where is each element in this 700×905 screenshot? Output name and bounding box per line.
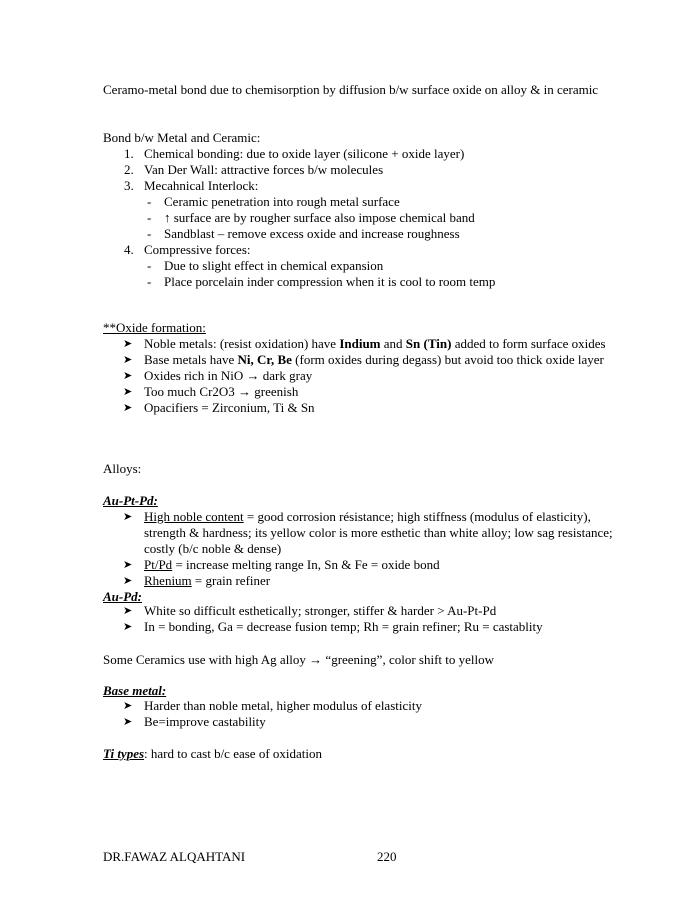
list-item (103, 146, 623, 162)
arrowhead-bullet-icon: ➤ (123, 370, 133, 382)
ti-types-text: : hard to cast b/c ease of oxidation (144, 746, 323, 761)
list-item: ➤ Opacifiers = Zirconium, Ti & Sn (123, 400, 315, 415)
bond-heading: Bond b/w Metal and Ceramic: (103, 130, 261, 145)
base-metal-label: Base metal: (103, 683, 167, 698)
sub-list-item: - Place porcelain inder compression when it is cool to room temp (147, 274, 496, 289)
item-number: 1. (124, 146, 134, 161)
item-number: 2. (124, 162, 134, 177)
oxide-list (103, 336, 623, 416)
item-text: Mecahnical Interlock: (144, 178, 259, 193)
list-item: ➤ Base metals have Ni, Cr, Be (form oxides during degass) but avoid too thick oxide layer (123, 352, 604, 367)
alloys-heading: Alloys: (103, 461, 142, 476)
sub-list-item: - Sandblast – remove excess oxide and increase roughness (147, 226, 460, 241)
item-text: Chemical bonding: due to oxide layer (silicone + oxide layer) (144, 146, 465, 161)
sub-list-item: - Ceramic penetration into rough metal surface (147, 194, 400, 209)
dash-bullet: - (147, 210, 152, 225)
arrowhead-bullet-icon: ➤ (123, 511, 133, 523)
item-text: Van Der Wall: attractive forces b/w molecules (144, 162, 384, 177)
arrowhead-bullet-icon: ➤ (123, 402, 133, 414)
au-pt-pd-label: Au-Pt-Pd: (103, 493, 158, 508)
list-item: ➤ White so difficult esthetically; stronger, stiffer & harder > Au-Pt-Pd (123, 603, 497, 618)
dash-bullet: - (147, 226, 152, 241)
au-pt-pd-list (103, 509, 623, 589)
intro-paragraph: Ceramo-metal bond due to chemisorption by diffusion b/w surface oxide on alloy & in ceramic (103, 82, 599, 97)
ag-alloy-note: Some Ceramics use with high Ag alloy → “greening”, color shift to yellow (103, 652, 495, 667)
arrowhead-bullet-icon: ➤ (123, 338, 133, 350)
dash-bullet: - (147, 258, 152, 273)
arrowhead-bullet-icon: ➤ (123, 700, 133, 712)
sub-list (144, 194, 623, 242)
arrowhead-bullet-icon: ➤ (123, 559, 133, 571)
base-metal-list (103, 698, 623, 730)
list-item: ➤ Noble metals: (resist oxidation) have Indium and Sn (Tin) added to form surface oxides (123, 336, 606, 351)
list-item: ➤ High noble content = good corrosion résistance; high stiffness (modulus of elasticity), strength & hardness; its yellow color is more esthetic than white alloy; low sag resistance; costly (b/c noble & dense) (123, 509, 613, 556)
list-item: ➤ Rhenium = grain refiner (123, 573, 271, 588)
oxide-heading: **Oxide formation: (103, 320, 206, 335)
arrowhead-bullet-icon: ➤ (123, 386, 133, 398)
arrowhead-bullet-icon: ➤ (123, 716, 133, 728)
sub-list (144, 258, 623, 290)
item-text: Compressive forces: (144, 242, 251, 257)
ti-types-label: Ti types (103, 746, 145, 761)
sub-list-item: - Due to slight effect in chemical expansion (147, 258, 384, 273)
arrowhead-bullet-icon: ➤ (123, 605, 133, 617)
item-number: 4. (124, 242, 134, 257)
sub-list-item: - ↑ surface are by rougher surface also impose chemical band (147, 210, 475, 225)
list-item: ➤ Too much Cr2O3 → greenish (123, 384, 299, 399)
item-number: 3. (124, 178, 134, 193)
list-item: ➤ Pt/Pd = increase melting range In, Sn & Fe = oxide bond (123, 557, 440, 572)
list-item (103, 162, 623, 178)
list-item: ➤ In = bonding, Ga = decrease fusion temp; Rh = grain refiner; Ru = castablity (123, 619, 543, 634)
arrowhead-bullet-icon: ➤ (123, 575, 133, 587)
au-pd-list (103, 603, 623, 635)
list-item (103, 242, 623, 290)
bond-list (103, 146, 623, 290)
ti-types-line (103, 746, 322, 762)
dash-bullet: - (147, 194, 152, 209)
footer-page-number: 220 (377, 849, 397, 864)
list-item: ➤ Harder than noble metal, higher modulus of elasticity (123, 698, 422, 713)
dash-bullet: - (147, 274, 152, 289)
list-item: ➤ Be=improve castability (123, 714, 266, 729)
arrowhead-bullet-icon: ➤ (123, 621, 133, 633)
footer-author: DR.FAWAZ ALQAHTANI (103, 849, 246, 864)
list-item (103, 178, 623, 242)
arrowhead-bullet-icon: ➤ (123, 354, 133, 366)
au-pd-label: Au-Pd: (103, 589, 142, 604)
list-item: ➤ Oxides rich in NiO → dark gray (123, 368, 313, 383)
